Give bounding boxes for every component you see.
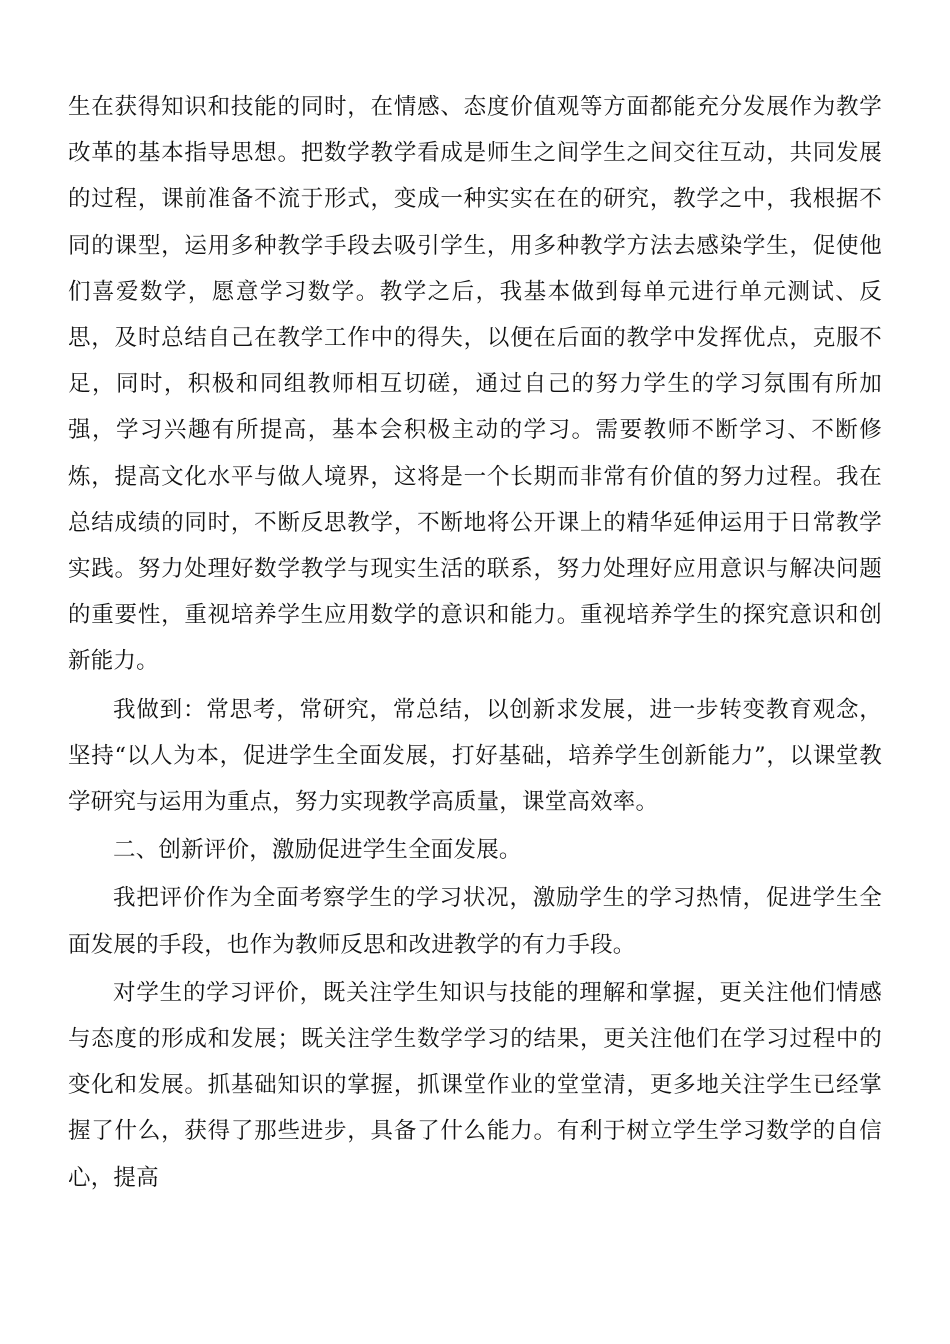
- paragraph-3: 我把评价作为全面考察学生的学习状况，激励学生的学习热情，促进学生全面发展的手段，也作为教师反思和改进教学的有力手段。: [68, 885, 882, 958]
- paragraph-2: 我做到：常思考，常研究，常总结，以创新求发展，进一步转变教育观念，坚持“以人为本，促进学生全面发展，打好基础，培养学生创新能力”，以课堂教学研究与运用为重点，努力实现教学高质量，课堂高效率。: [68, 696, 882, 816]
- document-body: [68, 84, 882, 1201]
- section-heading: 二、创新评价，激励促进学生全面发展。: [113, 837, 522, 864]
- paragraph-1: 生在获得知识和技能的同时，在情感、态度价值观等方面都能充分发展作为教学改革的基本指导思想。把数学教学看成是师生之间学生之间交往互动，共同发展的过程，课前准备不流于形式，变成一种实实在在的研究，教学之中，我根据不同的课型，运用多种教学手段去吸引学生，用多种教学方法去感染学生，促使他们喜爱数学，愿意学习数学。教学之后，我基本做到每单元进行单元测试、反思，及时总结自己在教学工作中的得失，以便在后面的教学中发挥优点，克服不足，同时，积极和同组教师相互切磋，通过自己的努力学生的学习氛围有所加强，学习兴趣有所提高，基本会积极主动的学习。需要教师不断学习、不断修炼，提高文化水平与做人境界，这将是一个长期而非常有价值的努力过程。我在总结成绩的同时，不断反思教学，不断地将公开课上的精华延伸运用于日常教学实践。努力处理好数学教学与现实生活的联系，努力处理好应用意识与解决问题的重要性，重视培养学生应用数学的意识和能力。重视培养学生的探究意识和创新能力。: [68, 94, 882, 675]
- paragraph-4: 对学生的学习评价，既关注学生知识与技能的理解和掌握，更关注他们情感与态度的形成和发展；既关注学生数学学习的结果，更关注他们在学习过程中的变化和发展。抓基础知识的掌握，抓课堂作业的堂堂清，更多地关注学生已经掌握了什么，获得了那些进步，具备了什么能力。有利于树立学生学习数学的自信心，提高: [68, 979, 882, 1191]
